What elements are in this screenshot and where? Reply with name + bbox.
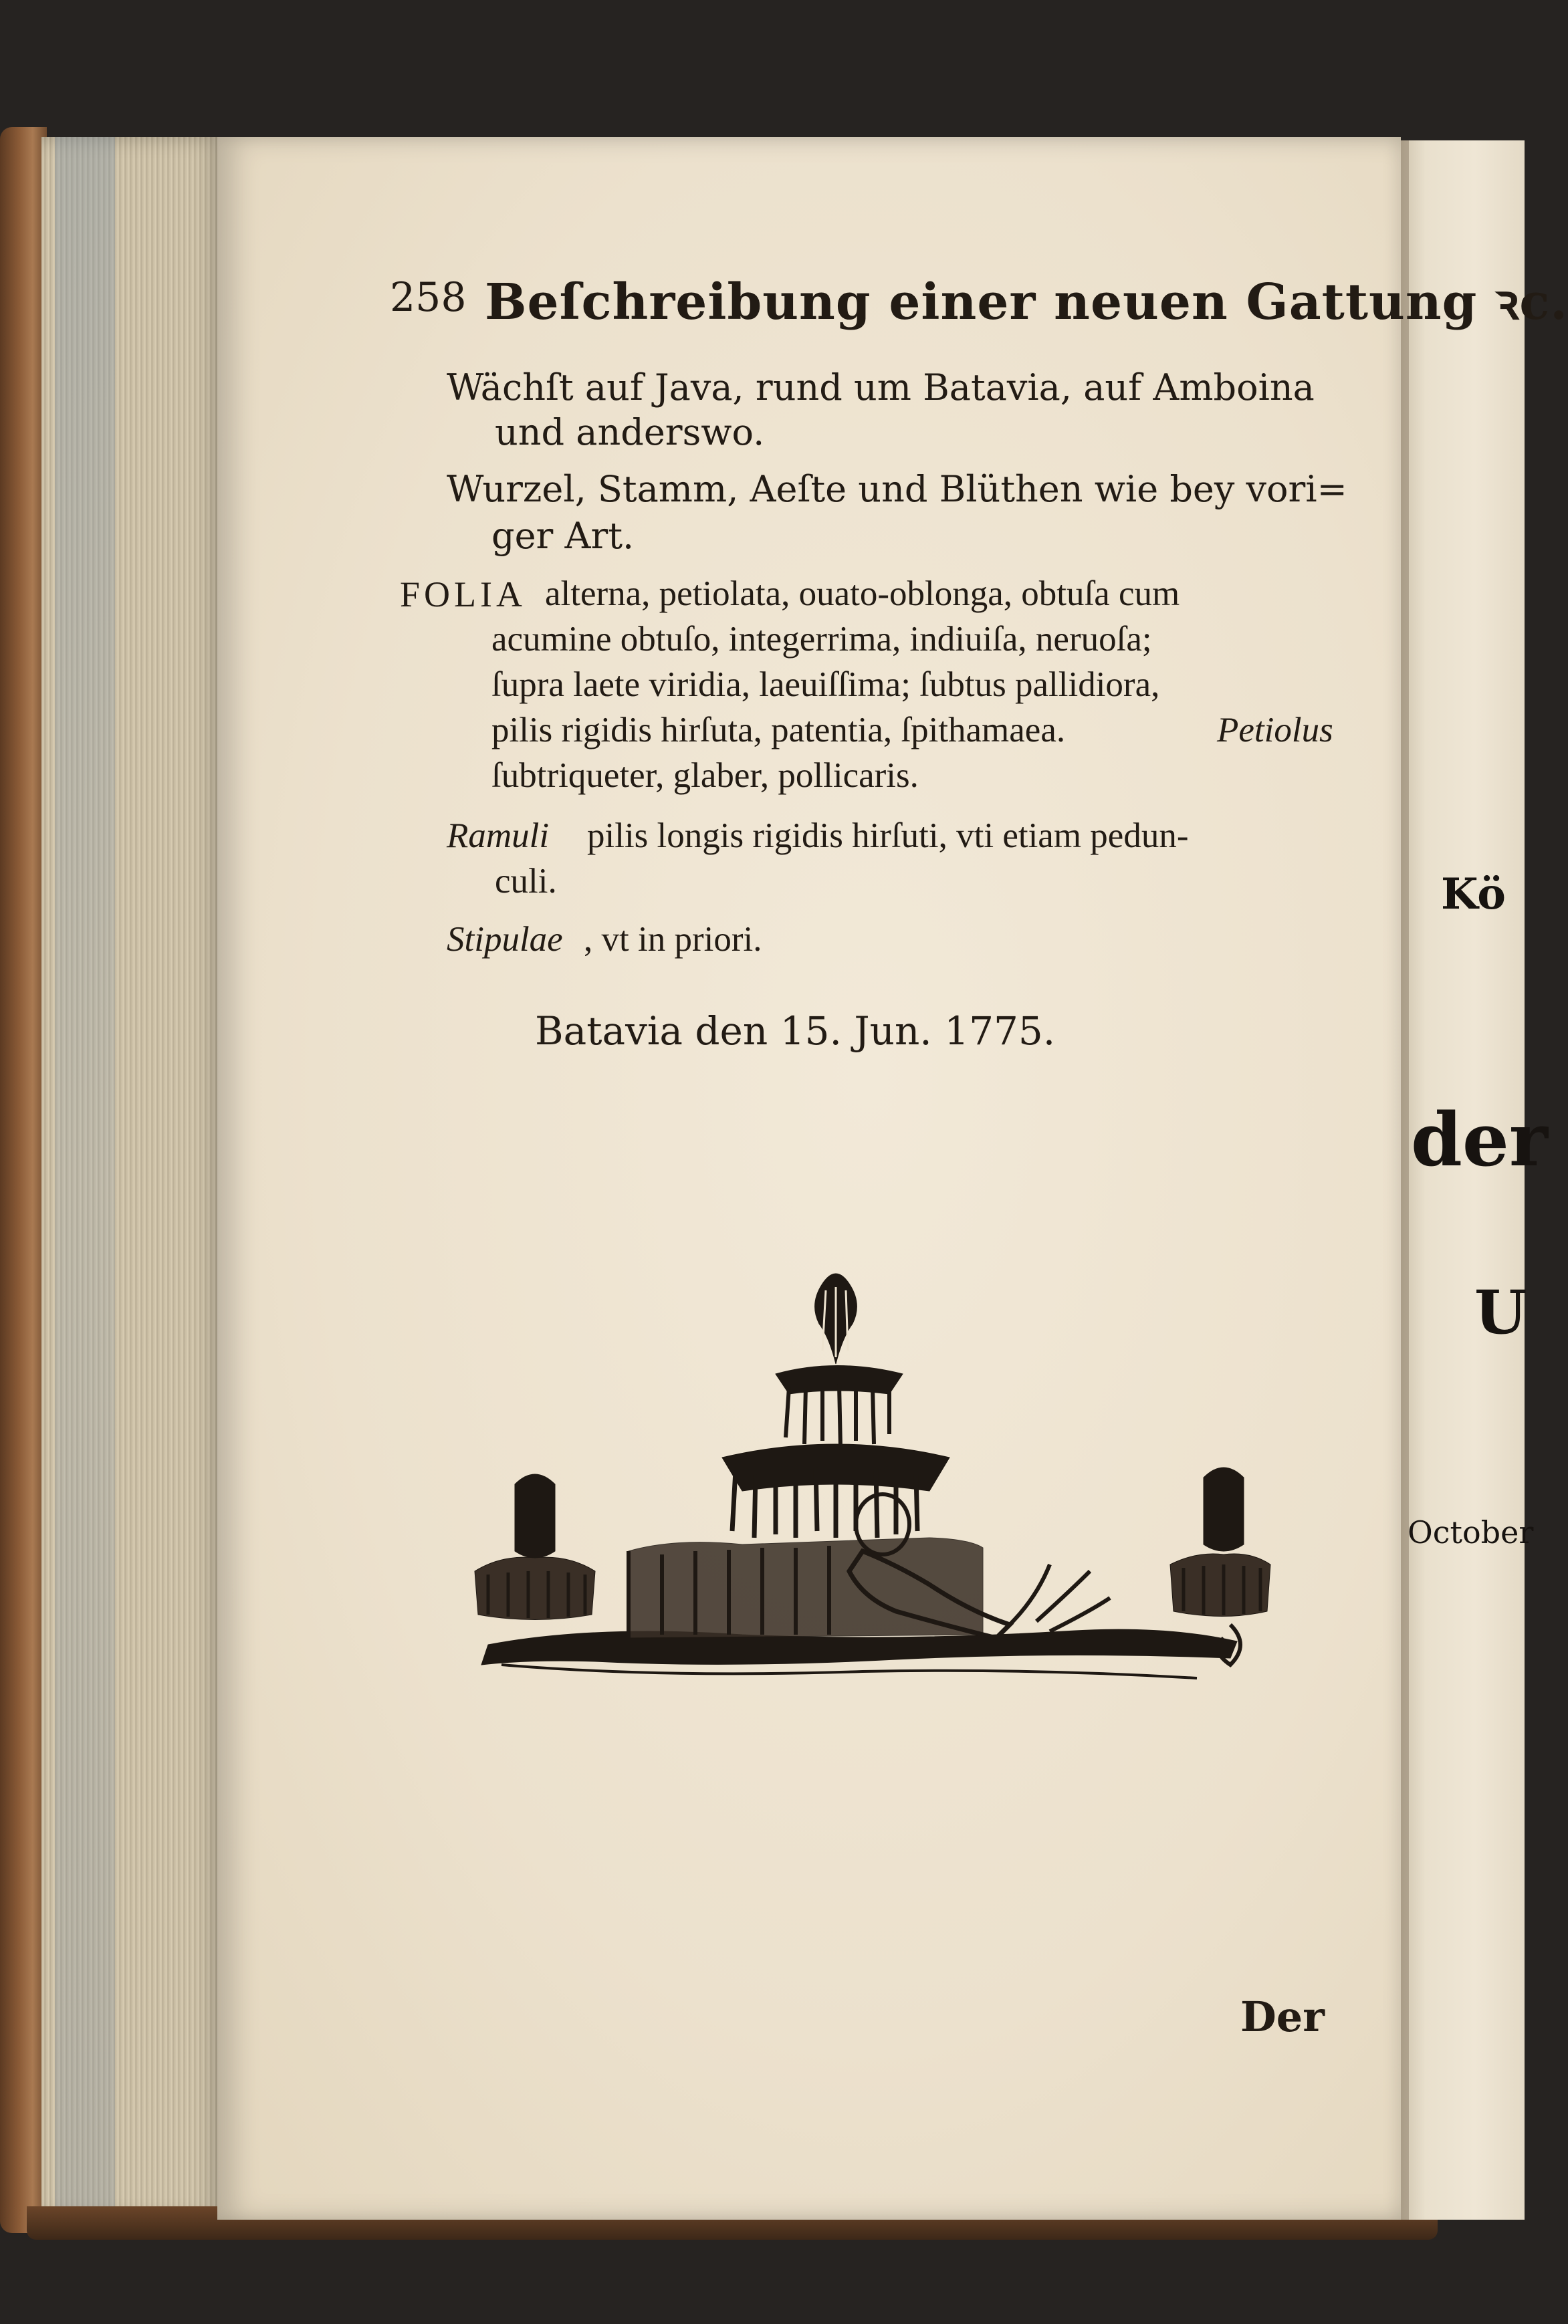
body-line: und anderswo.: [495, 411, 765, 453]
body-line: alterna, petiolata, ouato-oblonga, obtuſa cum: [545, 574, 1180, 613]
folia-label: FOLIA: [400, 574, 526, 614]
page-number: 258: [390, 274, 467, 321]
next-page-fragment-2: der: [1411, 1096, 1548, 1183]
petiolus-label: Petiolus: [1217, 711, 1333, 749]
catchword: Der: [1240, 1992, 1325, 2041]
body-line: Wurzel, Stamm, Aeſte und Blüthen wie bey vori=: [447, 468, 1347, 510]
fountain-ornament: [461, 1250, 1284, 1752]
book-page: [217, 137, 1401, 2220]
next-page-fragment-3: U: [1474, 1277, 1527, 1348]
next-page-fragment-4: October: [1408, 1514, 1534, 1550]
dateline: Batavia den 15. Jun. 1775.: [535, 1008, 1056, 1054]
body-line: pilis rigidis hirſuta, patentia, ſpithamaea.: [491, 711, 1066, 749]
stipulae-label: Stipulae: [447, 920, 563, 959]
page-edges: [41, 137, 225, 2220]
body-line: ger Art.: [491, 515, 635, 557]
ramuli-label: Ramuli: [447, 816, 550, 855]
body-line: ſupra laete viridia, laeuiſſima; ſubtus pallidiora,: [491, 665, 1160, 704]
running-title: Beſchreibung einer neuen Gattung ꝛc.: [485, 273, 1568, 331]
body-line: pilis longis rigidis hirſuti, vti etiam pedun-: [587, 816, 1189, 855]
next-page-edge: [1401, 140, 1548, 2220]
body-line: culi.: [495, 862, 557, 901]
next-page-shadow: [1401, 140, 1409, 2220]
next-page-fragment-1: Kö: [1441, 869, 1506, 919]
body-line: Wächſt auf Java, rund um Batavia, auf Amboina: [447, 366, 1315, 409]
body-line: ſubtriqueter, glaber, pollicaris.: [491, 756, 919, 795]
page-edges-tint: [55, 137, 115, 2220]
body-line: acumine obtuſo, integerrima, indiuiſa, neruoſa;: [491, 620, 1152, 659]
body-line: , vt in priori.: [584, 920, 762, 959]
book-cover-left: [0, 127, 47, 2233]
